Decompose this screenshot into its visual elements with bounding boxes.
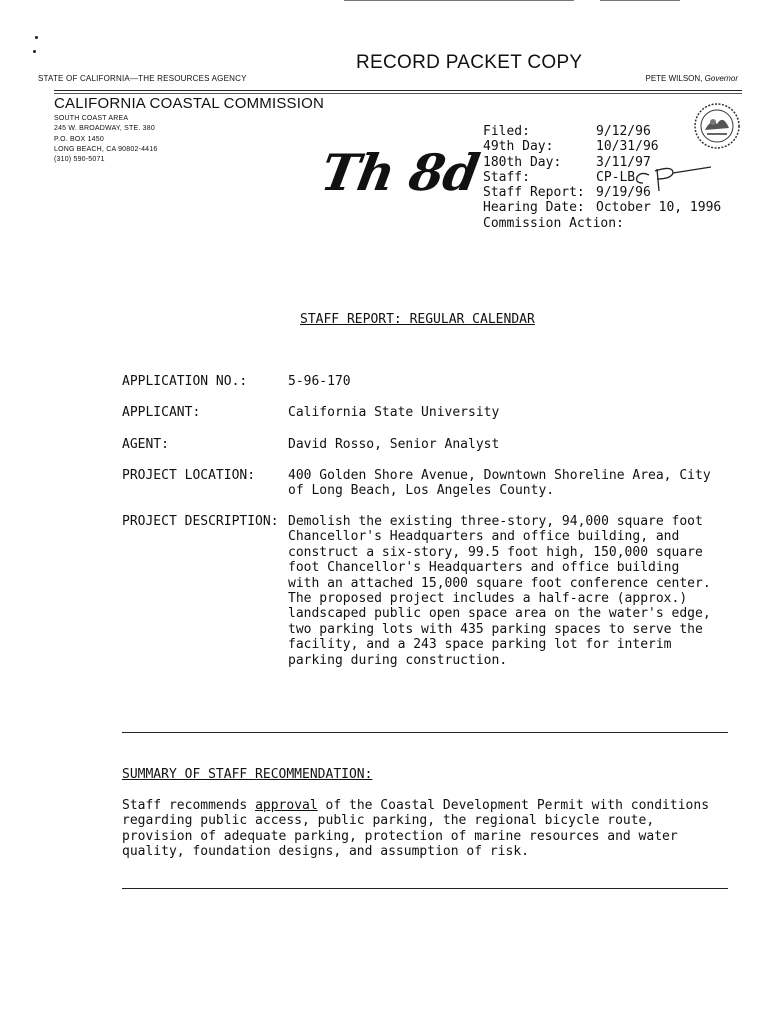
summary-approval-word: approval bbox=[255, 798, 318, 813]
project-description-value: Demolish the existing three-story, 94,000 square foot Chancellor's Headquarters and office building, and construct a six-story, 99.5 foot high, 150,000 square foot Chancellor's Headquarters and office building with an attached 15,000 square foot conference center. The proposed project includes a half-acre (approx.) landscaped public open space area on the water's edge, two parking lots with 435 parking spaces to serve the facility, and a 243 space parking lot for interim parking during construction. bbox=[288, 514, 711, 668]
application-label: APPLICATION NO.: bbox=[122, 374, 248, 389]
filing-label: Commission Action: bbox=[483, 215, 624, 231]
scan-mark bbox=[344, 0, 574, 1]
summary-text bbox=[122, 798, 732, 860]
header-rule bbox=[54, 93, 742, 94]
section-divider bbox=[122, 888, 728, 889]
address-block bbox=[54, 114, 157, 165]
record-packet-stamp: RECORD PACKET COPY bbox=[356, 52, 583, 73]
filing-label: Hearing Date: bbox=[483, 200, 585, 216]
agenda-item-handwritten: Th 8d bbox=[316, 143, 483, 202]
filing-value: 9/12/96 bbox=[596, 124, 651, 139]
section-divider bbox=[122, 732, 728, 733]
filing-row bbox=[483, 124, 721, 139]
agent-value: David Rosso, Senior Analyst bbox=[288, 437, 500, 452]
filing-label: 49th Day: bbox=[483, 139, 554, 155]
governor-title: Governor bbox=[704, 74, 738, 83]
address-line: 245 W. BROADWAY, STE. 380 bbox=[54, 125, 155, 133]
applicant-label: APPLICANT: bbox=[122, 405, 201, 420]
address-line: SOUTH COAST AREA bbox=[54, 115, 129, 122]
filing-value: CP-LB bbox=[596, 169, 636, 185]
application-value: 5-96-170 bbox=[288, 374, 351, 389]
address-line: (310) 590-5071 bbox=[54, 156, 105, 164]
scan-dot bbox=[33, 50, 36, 53]
filing-row bbox=[483, 139, 721, 154]
filing-row bbox=[483, 216, 721, 231]
summary-text-before: Staff recommends bbox=[122, 798, 256, 813]
filing-label: Staff: bbox=[483, 169, 530, 185]
address-line: LONG BEACH, CA 90802-4416 bbox=[54, 145, 158, 153]
filing-value: 9/19/96 bbox=[596, 185, 651, 201]
project-location-label: PROJECT LOCATION: bbox=[122, 468, 256, 483]
filing-row bbox=[483, 200, 721, 215]
state-agency-line: STATE OF CALIFORNIA—THE RESOURCES AGENCY bbox=[38, 74, 247, 83]
summary-heading: SUMMARY OF STAFF RECOMMENDATION: bbox=[122, 767, 373, 782]
filing-label: Filed: bbox=[483, 124, 530, 139]
filing-label: 180th Day: bbox=[483, 154, 562, 170]
address-line: P.O. BOX 1450 bbox=[54, 135, 104, 143]
commission-name: CALIFORNIA COASTAL COMMISSION bbox=[54, 95, 325, 112]
governor-line bbox=[646, 74, 739, 83]
scan-mark bbox=[600, 0, 680, 1]
filing-label: Staff Report: bbox=[483, 185, 585, 201]
filing-value: 10/31/96 bbox=[596, 139, 659, 155]
report-title: STAFF REPORT: REGULAR CALENDAR bbox=[300, 312, 535, 327]
project-location-value: 400 Golden Shore Avenue, Downtown Shoreline Area, City of Long Beach, Los Angeles County. bbox=[288, 468, 711, 499]
summary-text-after: of the Coastal Development Permit with conditions regarding public access, public parking, the regional bicycle route, provision of adequate parking, protection of marine resources and water quality, foundation designs, and assumption of risk. bbox=[122, 798, 710, 860]
handwritten-initials-icon bbox=[633, 163, 713, 193]
filing-value: October 10, 1996 bbox=[596, 200, 722, 216]
scan-dot bbox=[35, 36, 38, 39]
agent-label: AGENT: bbox=[122, 437, 169, 452]
applicant-value: California State University bbox=[288, 405, 500, 420]
project-description-label: PROJECT DESCRIPTION: bbox=[122, 514, 279, 529]
governor-name: PETE WILSON, bbox=[645, 74, 703, 83]
header-rule bbox=[54, 90, 742, 91]
filing-value: 3/11/97 bbox=[596, 154, 651, 170]
